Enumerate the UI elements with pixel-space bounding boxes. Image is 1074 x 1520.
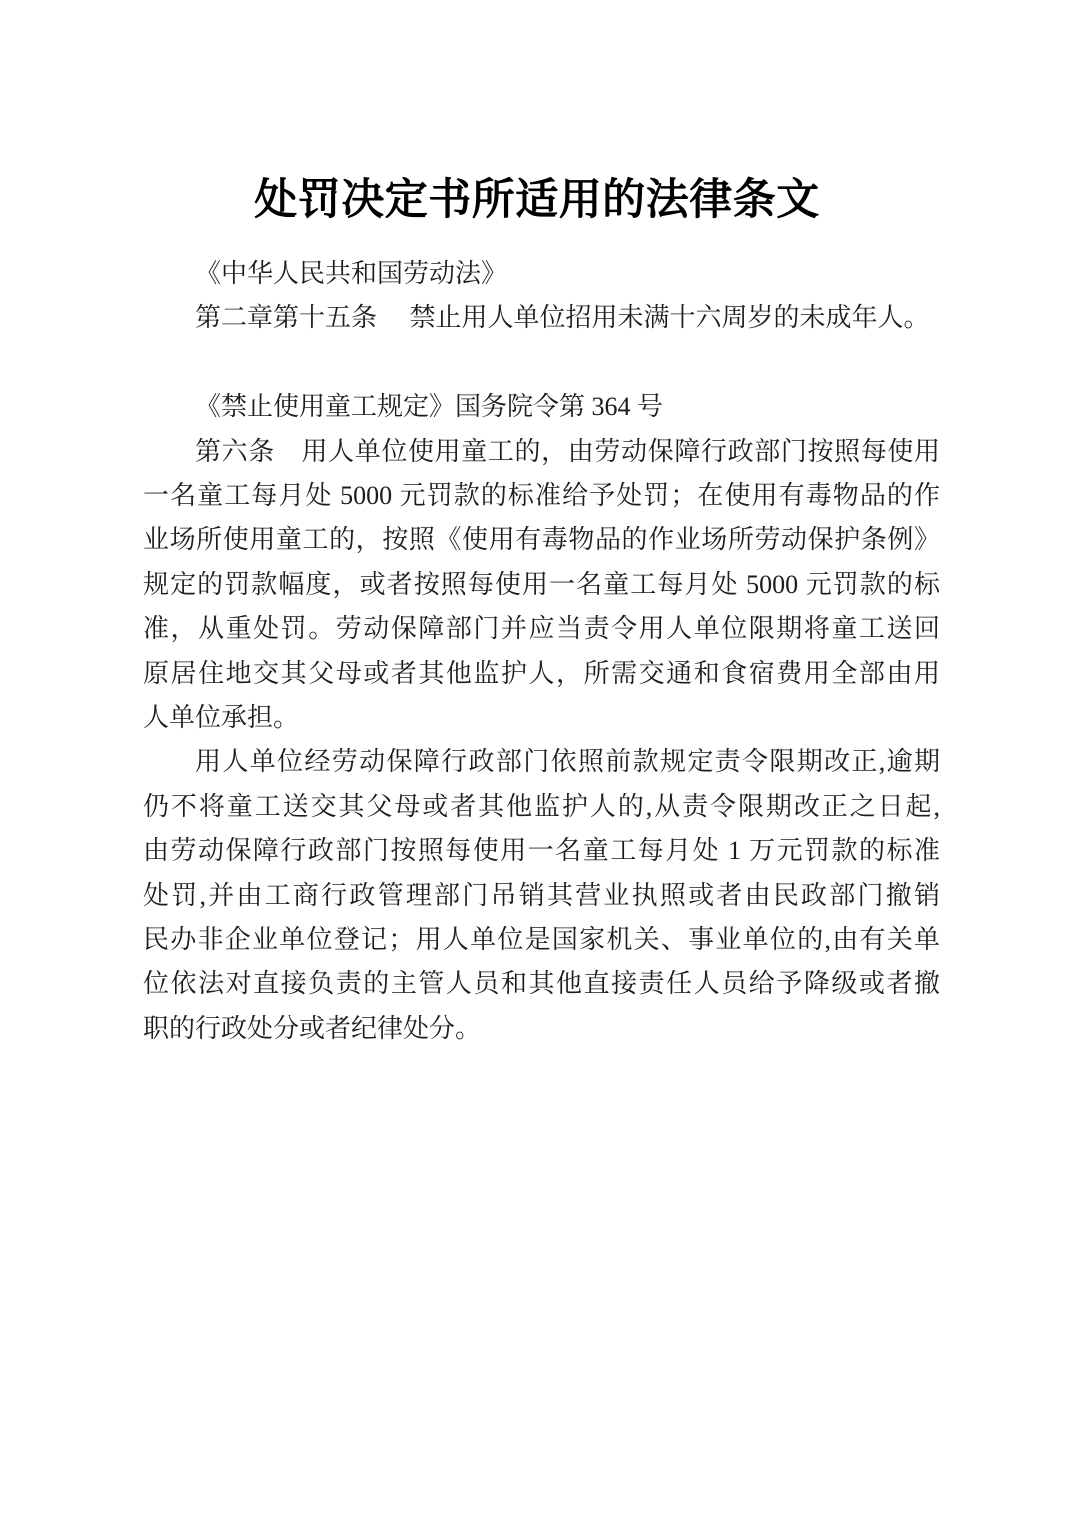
paragraph-line: 第二章第十五条 禁止用人单位招用未满十六周岁的未成年人。 [195,303,930,333]
paragraph-line: 规定的罚款幅度，或者按照每使用一名童工每月处 5000 元罚款的标 [143,569,940,599]
paragraph-line: 用人单位经劳动保障行政部门依照前款规定责令限期改正,逾期 [195,747,940,777]
paragraph-line: 人单位承担。 [143,703,300,733]
document-title: 处罚决定书所适用的法律条文 [254,177,820,224]
paragraph-line: 职的行政处分或者纪律处分。 [143,1013,482,1043]
blank-line [143,341,940,385]
paragraph-line: 准，从重处罚。劳动保障部门并应当责令用人单位限期将童工送回 [143,614,940,644]
paragraph-line: 《禁止使用童工规定》国务院令第 364 号 [195,392,664,422]
paragraph-line: 一名童工每月处 5000 元罚款的标准给予处罚；在使用有毒物品的作 [143,481,940,511]
paragraph-line: 第六条 用人单位使用童工的，由劳动保障行政部门按照每使用 [195,436,940,466]
paragraph-line: 《中华人民共和国劳动法》 [195,259,508,288]
paragraph-line: 仍不将童工送交其父母或者其他监护人的,从责令限期改正之日起, [143,791,940,821]
paragraph-line: 处罚,并由工商行政管理部门吊销其营业执照或者由民政部门撤销 [143,880,940,910]
paragraph-line: 原居住地交其父母或者其他监护人，所需交通和食宿费用全部由用 [143,658,940,688]
paragraph-line: 由劳动保障行政部门按照每使用一名童工每月处 1 万元罚款的标准 [143,836,940,866]
paragraph-line: 位依法对直接负责的主管人员和其他直接责任人员给予降级或者撤 [143,969,940,999]
document-body [143,252,940,1051]
paragraph-line: 业场所使用童工的，按照《使用有毒物品的作业场所劳动保护条例》 [143,525,940,555]
paragraph-line: 民办非企业单位登记；用人单位是国家机关、事业单位的,由有关单 [143,925,940,955]
